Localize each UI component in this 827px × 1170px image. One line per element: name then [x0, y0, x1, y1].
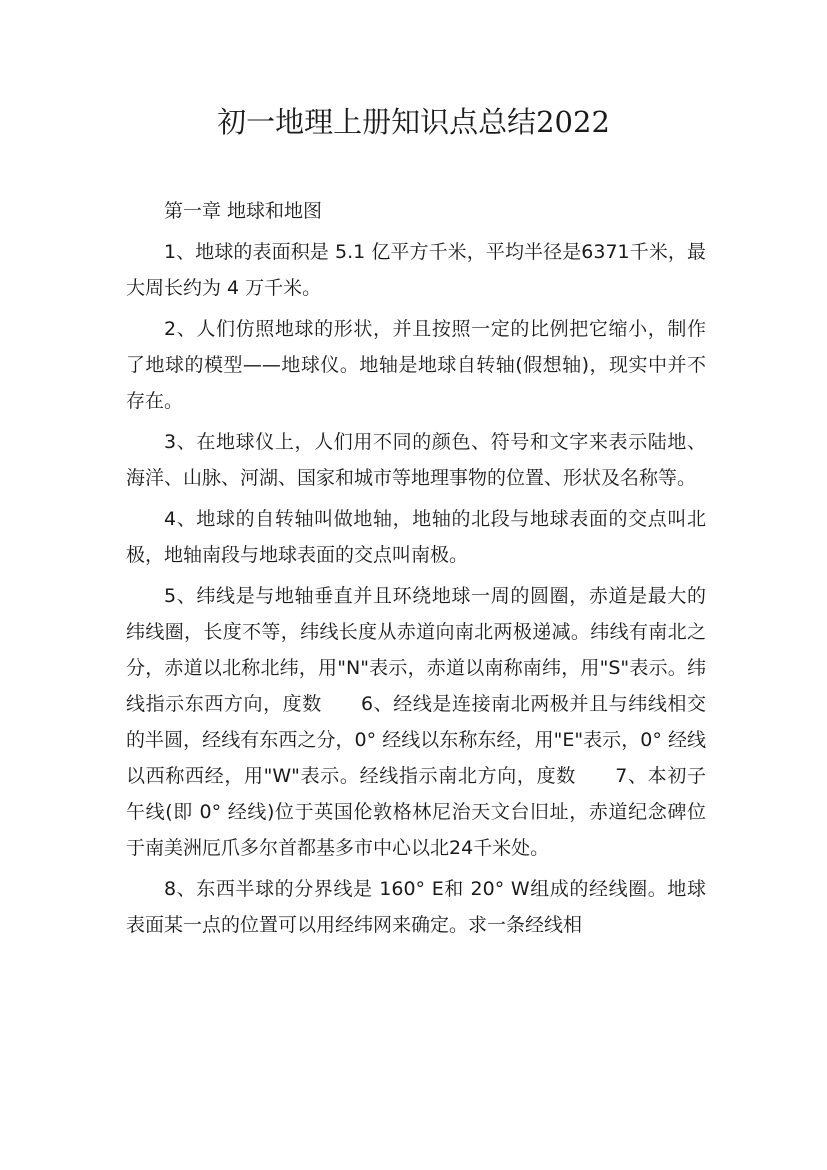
document-title: 初一地理上册知识点总结2022	[217, 105, 610, 139]
paragraph-1: 1、地球的表面积是 5.1 亿平方千米，平均半径是6371千米，最大周长约为 4 万千米。	[126, 241, 706, 299]
paragraph-4: 4、地球的自转轴叫做地轴，地轴的北段与地球表面的交点叫北极，地轴南段与地球表面的交点叫南极。	[126, 508, 706, 566]
paragraph-3: 3、在地球仪上，人们用不同的颜色、符号和文字来表示陆地、海洋、山脉、河湖、国家和城市等地理事物的位置、形状及名称等。	[126, 431, 706, 489]
chapter-heading: 第一章 地球和地图	[164, 200, 323, 222]
paragraph-2: 2、人们仿照地球的形状，并且按照一定的比例把它缩小，制作了地球的模型——地球仪。地轴是地球自转轴(假想轴)，现实中并不存在。	[126, 318, 706, 412]
document-body	[126, 193, 706, 948]
paragraph-8: 8、东西半球的分界线是 160° E和 20° W组成的经线圈。地球表面某一点的位置可以用经纬网来确定。求一条经线相	[126, 878, 706, 936]
paragraph-5: 5、纬线是与地轴垂直并且环绕地球一周的圆圈，赤道是最大的纬线圈，长度不等，纬线长度从赤道向南北两极递减。纬线有南北之分，赤道以北称北纬，用"N"表示，赤道以南称南纬，用"S"表示。纬线指示东西方向，度数 6、经线是连接南北两极并且与纬线相交的半圆，经线有东西之分，0° 经线以东称东经，用"E"表示，0° 经线以西称西经，用"W"表示。经线指示南北方向，度数 7、本初子午线(即 0° 经线)位于英国伦敦格林尼治天文台旧址，赤道纪念碑位于南美洲厄爪多尔首都基多市中心以北24千米处。	[126, 585, 706, 859]
